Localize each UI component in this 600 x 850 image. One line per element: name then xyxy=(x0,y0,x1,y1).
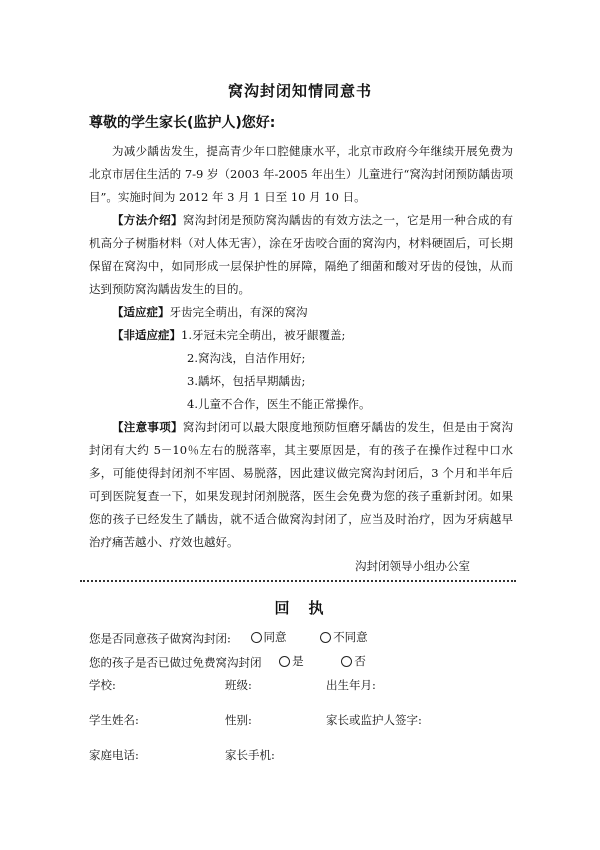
notice-paragraph xyxy=(89,416,513,554)
radio-no-icon[interactable] xyxy=(341,656,352,667)
school-field[interactable]: 学校: xyxy=(89,678,116,692)
contraindication-item: 2.窝沟浅，自洁作用好; xyxy=(187,351,306,365)
consent-option-agree[interactable]: 同意 xyxy=(251,629,287,645)
consent-option-disagree[interactable]: 不同意 xyxy=(320,629,368,645)
prior-option-yes[interactable]: 是 xyxy=(279,653,304,669)
method-label: 【方法介绍】 xyxy=(112,213,183,227)
contraindication-block xyxy=(89,324,513,416)
contraindication-item: 1.牙冠未完全萌出，被牙龈覆盖; xyxy=(181,328,346,342)
student-name-field[interactable]: 学生姓名: xyxy=(89,713,139,727)
contraindication-label: 【非适应症】 xyxy=(112,328,181,342)
prior-sealing-question-text: 您的孩子是否已做过免费窝沟封闭 xyxy=(89,655,262,670)
indication-paragraph xyxy=(89,301,513,324)
prior-sealing-question xyxy=(89,653,366,671)
indication-text: 牙齿完全萌出，有深的窝沟 xyxy=(169,305,308,319)
class-field[interactable]: 班级: xyxy=(225,678,252,692)
gender-field[interactable]: 性别: xyxy=(225,713,252,727)
indication-label: 【适应症】 xyxy=(112,305,170,319)
birth-field[interactable]: 出生年月: xyxy=(326,678,376,692)
guardian-sign-field[interactable]: 家长或监护人签字: xyxy=(326,713,422,727)
contraindication-line-1 xyxy=(89,324,513,347)
home-phone-field[interactable]: 家庭电话: xyxy=(89,748,139,762)
consent-question-text: 您是否同意孩子做窝沟封闭: xyxy=(89,631,231,646)
contraindication-item: 3.龋坏，包括早期龋齿; xyxy=(187,374,306,388)
salutation: 尊敬的学生家长(监护人)您好: xyxy=(89,115,276,131)
dotted-divider xyxy=(80,580,516,582)
method-paragraph xyxy=(89,209,513,301)
document-title: 窝沟封闭知情同意书 xyxy=(227,82,372,100)
radio-yes-icon[interactable] xyxy=(279,656,290,667)
notice-text: 窝沟封闭可以最大限度地预防恒磨牙龋齿的发生，但是由于窝沟封闭有大约 5－10％左右的脱落率，其主要原因是，有的孩子在操作过程中口水多，可能使得封闭剂不牢固、易脱落，因此建议做完窝沟封闭后，3 个月和半年后可到医院复查一下，如果发现封闭剂脱落，医生会免费为您的孩子重新封闭。如果您的孩子已经发生了龋齿，就不适合做窝沟封闭了，应当及时治疗，因为牙病越早治疗痛苦越小、疗效也越好。 xyxy=(89,420,514,549)
parent-mobile-field[interactable]: 家长手机: xyxy=(225,748,275,762)
radio-agree-icon[interactable] xyxy=(251,632,262,643)
notice-label: 【注意事项】 xyxy=(112,420,183,434)
document-body xyxy=(89,140,513,554)
prior-option-no[interactable]: 否 xyxy=(341,653,366,669)
intro-paragraph: 为减少龋齿发生，提高青少年口腔健康水平，北京市政府今年继续开展免费为北京市居住生活的 7-9 岁（2003 年-2005 年出生）儿童进行“窝沟封闭预防龋齿项目”。实施时间为 2012 年 3 月 1 日至 10 月 10 日。 xyxy=(89,144,513,204)
consent-question xyxy=(89,629,368,647)
signature: 沟封闭领导小组办公室 xyxy=(355,559,470,573)
radio-disagree-icon[interactable] xyxy=(320,632,331,643)
contraindication-item: 4.儿童不合作，医生不能正常操作。 xyxy=(187,397,371,411)
method-text: 窝沟封闭是预防窝沟龋齿的有效方法之一，它是用一种合成的有机高分子树脂材料（对人体无害），涂在牙齿咬合面的窝沟内，材料硬固后，可长期保留在窝沟中，如同形成一层保护性的屏障，隔绝了细菌和酸对牙齿的侵蚀，从而达到预防窝沟龋齿发生的目的。 xyxy=(89,213,514,296)
reply-title: 回 执 xyxy=(274,599,326,617)
